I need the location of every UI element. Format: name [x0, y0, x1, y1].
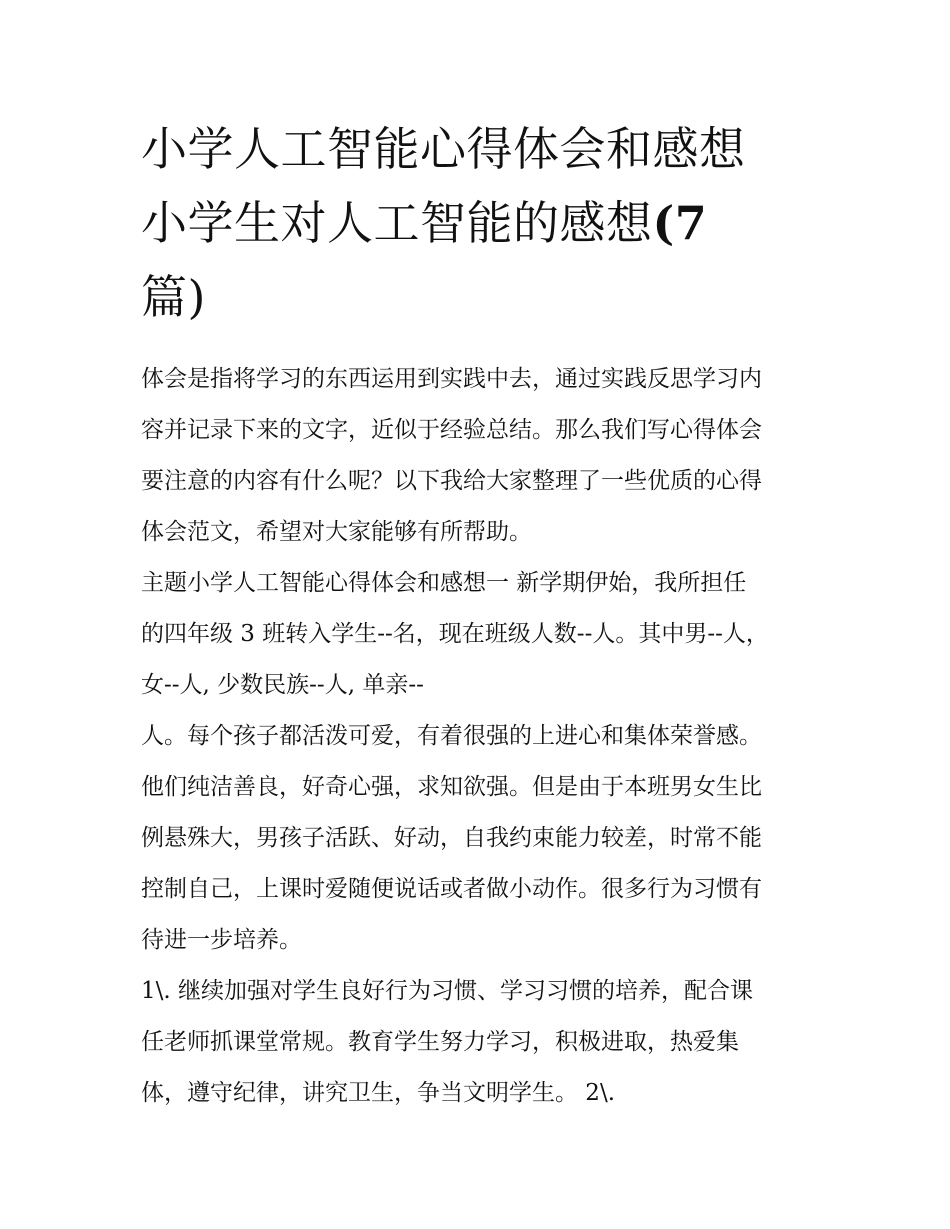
paragraph-line: 女--人, 少数民族--人, 单亲-- [141, 672, 424, 698]
document-title [141, 112, 812, 334]
paragraph-item-one [141, 966, 812, 1119]
title-line-3-text: 篇) [141, 270, 206, 324]
title-line-2-count: (7 [652, 196, 708, 250]
document-body [141, 354, 812, 1119]
paragraph-line: 人。每个孩子都活泼可爱，有着很强的上进心和集体荣誉感。 [141, 723, 762, 749]
paragraph-intro [141, 354, 812, 558]
paragraph-line: 主题小学人工智能心得体会和感想一 新学期伊始，我所担任 [141, 570, 747, 596]
title-line-1: 小学人工智能心得体会和感想 [141, 122, 746, 176]
paragraph-line: 任老师抓课堂常规。教育学生努力学习，积极进取，热爱集 [141, 1029, 739, 1055]
paragraph-line: 要注意的内容有什么呢？以下我给大家整理了一些优质的心得 [141, 468, 762, 494]
title-line-2 [141, 186, 812, 260]
paragraph-line: 他们纯洁善良，好奇心强，求知欲强。但是由于本班男女生比 [141, 774, 762, 800]
paragraph-line: 体，遵守纪律，讲究卫生，争当文明学生。 2\. [141, 1080, 616, 1106]
paragraph-line: 容并记录下来的文字，近似于经验总结。那么我们写心得体会 [141, 417, 762, 443]
paragraph-topic-one [141, 558, 812, 966]
title-line-2-text: 小学生对人工智能的感想 [141, 196, 653, 250]
paragraph-line: 控制自己，上课时爱随便说话或者做小动作。很多行为习惯有 [141, 876, 762, 902]
paragraph-line: 的四年级 3 班转入学生--名，现在班级人数--人。其中男--人， [141, 621, 769, 647]
paragraph-line: 例悬殊大，男孩子活跃、好动，自我约束能力较差，时常不能 [141, 825, 762, 851]
title-line-3 [141, 260, 812, 334]
paragraph-line: 待进一步培养。 [141, 927, 302, 953]
paragraph-line: 体会是指将学习的东西运用到实践中去，通过实践反思学习内 [141, 366, 762, 392]
paragraph-line: 体会范文，希望对大家能够有所帮助。 [141, 519, 532, 545]
paragraph-line: 1\. 继续加强对学生良好行为习惯、学习习惯的培养，配合课 [141, 978, 754, 1004]
